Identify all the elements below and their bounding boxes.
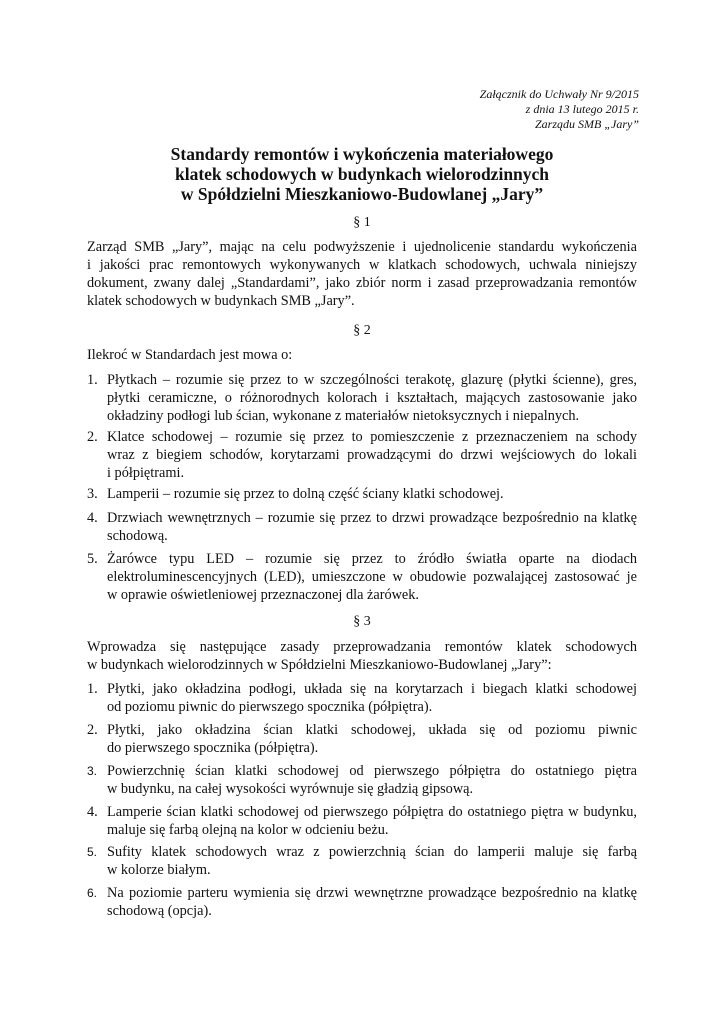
attachment-note-line: Zarządu SMB „Jary”	[534, 117, 639, 131]
item-line: Płytki, jako okładzina ścian klatki schodowej, układa się od poziomu piwnic	[107, 722, 637, 738]
item-line: Płytkach – rozumie się przez to w szczególności terakotę, glazurę (płytki ścienne), gres,	[107, 372, 637, 388]
item-line: od poziomu piwnic do pierwszego spocznika (półpiętra).	[107, 699, 433, 715]
item-line: elektroluminescencyjnych (LED), umieszczone w obudowie pozwalającej zastosować je	[107, 569, 637, 585]
item-number: 4.	[87, 510, 98, 526]
attachment-note-line: Załącznik do Uchwały Nr 9/2015	[479, 87, 639, 101]
section-1-mark: § 1	[353, 215, 371, 230]
item-line: Lamperie ścian klatki schodowej od pierwszego półpiętra do ostatniego piętra w budynku,	[107, 804, 637, 820]
item-number: 3.	[87, 764, 98, 778]
title-line: klatek schodowych w budynkach wielorodzinnych	[174, 164, 550, 184]
section-3-mark: § 3	[353, 614, 371, 629]
item-line: płytki ceramiczne, o różnorodnych kolorach i kształtach, mających zastosowanie jako	[107, 390, 637, 406]
item-number: 5.	[87, 551, 98, 567]
item-line: Klatce schodowej – rozumie się przez to pomieszczenie z przeznaczeniem na schody	[107, 429, 637, 445]
item-number: 1.	[87, 372, 98, 388]
item-line: w kolorze białym.	[107, 862, 211, 878]
paragraph-line: i jakości prac remontowych wykonywanych w klatkach schodowych, uchwala niniejszy	[87, 257, 637, 273]
paragraph-line: Zarząd SMB „Jary”, mając na celu podwyższenie i ujednolicenie standardu wykończenia	[87, 239, 637, 255]
paragraph-line: Wprowadza się następujące zasady przeprowadzania remontów klatek schodowych	[87, 639, 637, 655]
section-2-mark: § 2	[353, 323, 371, 338]
item-line: wraz z biegiem schodów, korytarzami prowadzącymi do drzwi wejściowych do lokali	[107, 447, 637, 463]
item-line: w oprawie oświetleniowej przeznaczonej dla żarówek.	[107, 587, 420, 603]
item-line: Drzwiach wewnętrznych – rozumie się przez to drzwi prowadzące bezpośrednio na klatkę	[107, 510, 637, 526]
item-line: schodową.	[107, 528, 168, 544]
paragraph-line: klatek schodowych w budynkach SMB „Jary”.	[87, 293, 355, 309]
item-line: schodową (opcja).	[107, 903, 212, 919]
item-line: Sufity klatek schodowych wraz z powierzchnią ścian do lamperii maluje się farbą	[107, 844, 637, 860]
item-number: 3.	[87, 486, 98, 502]
item-line: Lamperii – rozumie się przez to dolną część ściany klatki schodowej.	[107, 486, 504, 502]
item-line: maluje się farbą olejną na kolor w odcieniu beżu.	[107, 822, 389, 838]
title-line: w Spółdzielni Mieszkaniowo-Budowlanej „Jary”	[180, 184, 544, 204]
item-line: Płytki, jako okładzina podłogi, układa się na korytarzach i biegach klatki schodowej	[107, 681, 637, 697]
document-title	[60, 144, 664, 204]
attachment-note	[480, 87, 639, 132]
item-line: Powierzchnię ścian klatki schodowej od pierwszego półpiętra do ostatniego piętra	[107, 763, 637, 779]
item-line: do pierwszego spocznika (półpiętra).	[107, 740, 319, 756]
paragraph-line: w budynkach wielorodzinnych w Spółdzielni Mieszkaniowo-Budowlanej „Jary”:	[87, 657, 552, 673]
item-line: Na poziomie parteru wymienia się drzwi wewnętrzne prowadzące bezpośrednio na klatkę	[107, 885, 637, 901]
item-number: 4.	[87, 804, 98, 820]
title-line: Standardy remontów i wykończenia materiałowego	[170, 144, 554, 164]
section-3-intro	[87, 638, 637, 674]
section-2-intro	[87, 346, 637, 364]
attachment-note-line: z dnia 13 lutego 2015 r.	[525, 102, 639, 116]
item-line: Żarówce typu LED – rozumie się przez to źródło światła oparte na diodach	[107, 551, 637, 567]
item-line: i półpiętrami.	[107, 465, 185, 481]
item-number: 1.	[87, 681, 98, 697]
item-line: w budynku, na całej wysokości wyrównuje się gładzią gipsową.	[107, 781, 474, 797]
paragraph-line: dokument, zwany dalej „Standardami”, jako zbiór norm i zasad przeprowadzania remontów	[87, 275, 637, 291]
item-number: 6.	[87, 886, 98, 900]
item-number: 2.	[87, 722, 98, 738]
item-number: 5.	[87, 845, 98, 859]
item-number: 2.	[87, 429, 98, 445]
section-1-paragraph	[87, 238, 637, 310]
paragraph-line: Ilekroć w Standardach jest mowa o:	[87, 347, 293, 363]
item-line: okładziny podłogi lub ścian, wykonane z materiałów nietoksycznych i niepalnych.	[107, 408, 580, 424]
